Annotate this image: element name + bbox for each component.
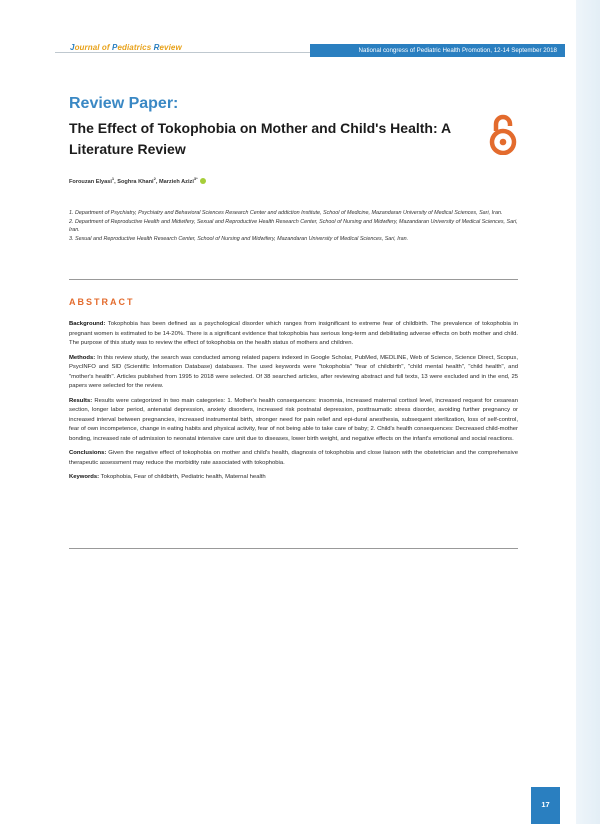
page-number: 17	[531, 787, 560, 824]
divider	[69, 548, 518, 549]
affiliation: 1. Department of Psychiatry, Psychiatry and Behavioral Sciences Research Center and addiction Institute, School of Medicine, Mazandaran University of Medical Sciences, Sari, Iran.	[69, 210, 503, 216]
affiliations	[69, 209, 519, 243]
author-name: Forouzan Elyasi	[69, 178, 112, 185]
journal-name: Journal of Pediatrics Review	[70, 43, 182, 52]
open-access-icon	[488, 113, 518, 155]
abstract-heading: ABSTRACT	[69, 297, 135, 307]
paper-title: The Effect of Tokophobia on Mother and Child's Health: A Literature Review	[69, 120, 451, 157]
abstract-keywords: Keywords: Tokophobia, Fear of childbirth, Pediatric health, Maternal health	[69, 474, 266, 480]
abstract-background: Background: Tokophobia has been defined as a psychological disorder which ranges from insignificant to extreme fear of childbirth. The prevalence of tokophobia in pregnant women is estimated to be 14-20%. There is a significant evidence that tokophobia has serious long-term and debilitating adverse effects on both mother and child. The purpose of this study was to review the effect of tokophobia on the health status of mothers and children.	[69, 321, 519, 346]
paper-type: Review Paper:	[69, 95, 179, 112]
affiliation: 3. Sexual and Reproductive Health Research Center, School of Nursing and Midwifery, Mazandaran University of Medical Sciences, Sari, Iran.	[69, 235, 409, 242]
abstract-results: Results: Results were categorized in two main categories: 1. Mother's health consequences: insomnia, increased maternal cortisol level, increased request for cesarean section, longer labor period, antenatal depression, anxiety disorders, increased risk postnatal depression, posttraumatic stress disorder, avoiding further pregnancy or increased interval between pregnancies, increased instrumental birth, stronger need for pain relief and epi-dural anesthesia, subsequent sterilization, loss of self-control, fear of own incompetence, change in eating habits and physical activity, fear of not being able to take care of baby; 2. Child's health consequences: Decreased child-mother bonding, increased rate of admission to neonatal intensive care unit due to diseases, lower birth weight, and negative effects on the infant's emotional and social reactions.	[69, 397, 518, 442]
abstract-methods: Methods: In this review study, the search was conducted among related papers indexed in Google Scholar, PubMed, MEDLINE, Web of Science, Science Direct, Scopus, PsycINFO and SID (Scientific Information Database) databases. The used keywords were "tokophobia" "fear of childbirth", "child mental health", "child health", and "mother's health". Articles published from 1995 to 2018 were selected. Of 38 searched articles, after reviewing abstract and full texts, 13 were excluded and in the end, 25 papers were selected for the review.	[69, 354, 519, 389]
conference-banner: National congress of Pediatric Health Promotion, 12-14 September 2018	[310, 44, 565, 57]
author-name: Marzieh Azizi	[158, 178, 194, 185]
author-list: Forouzan Elyasi$^1$, Soghra Khani$^2$, Marzieh Azizi$^{3*}$	[69, 176, 206, 185]
orcid-icon[interactable]	[200, 178, 206, 184]
affiliation: 2. Department of Reproductive Health and Midwifery, Sexual and Reproductive Health Research Center, School of Nursing and Midwifery, Mazandaran University of Medical Sciences, Sari, Iran.	[69, 218, 518, 234]
author-name: Soghra Khani	[117, 178, 154, 185]
abstract-body	[69, 320, 518, 488]
divider	[69, 279, 518, 280]
page-edge-band	[576, 0, 600, 824]
abstract-conclusions: Conclusions: Given the negative effect of tokophobia on mother and child's health, diagnosis of tokophobia and close liaison with the obstetrician and the comprehensive therapeutic assessment may reduce the morbidity rate associated with tokophobia.	[69, 450, 518, 466]
